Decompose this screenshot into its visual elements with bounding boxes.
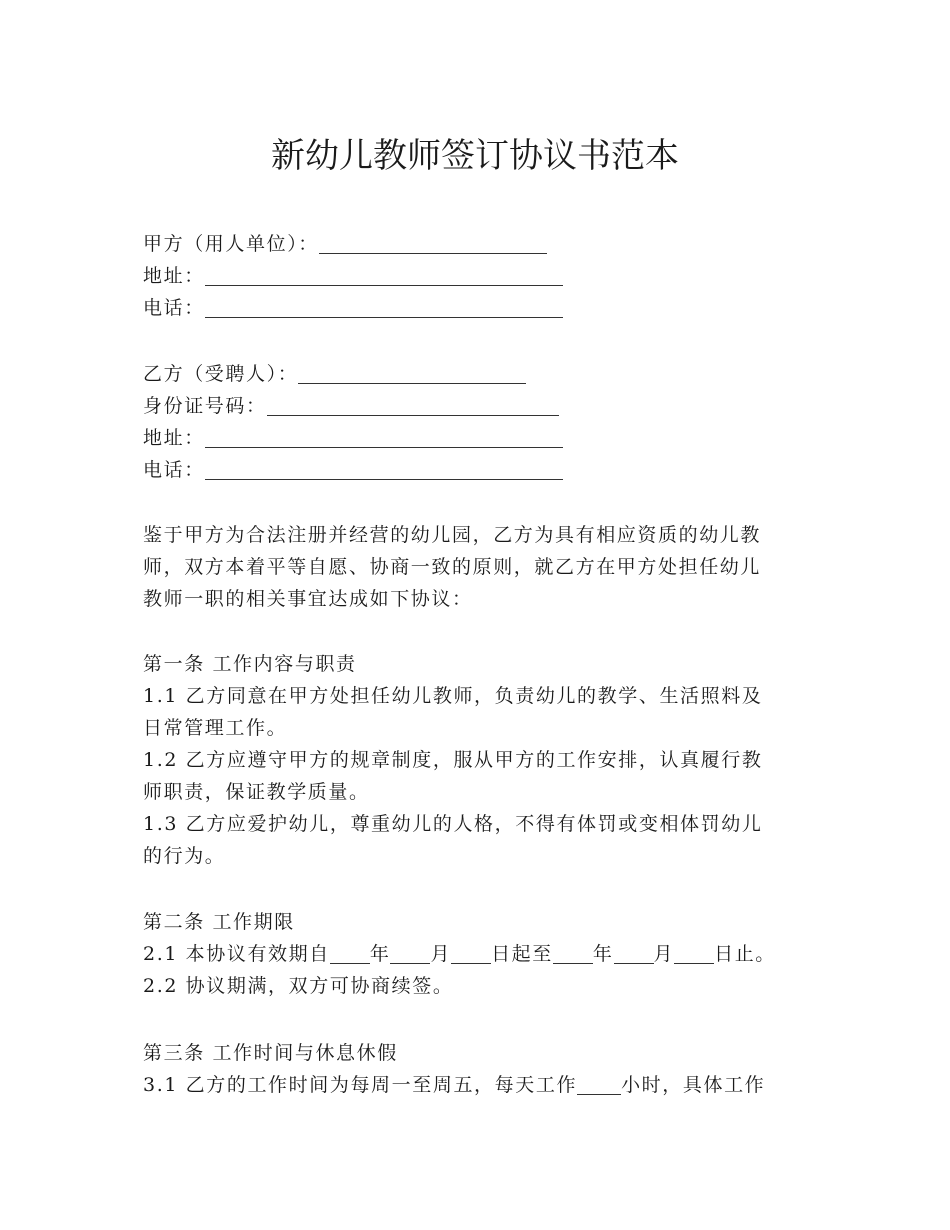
article-1-line: 的行为。: [143, 845, 226, 867]
preamble-paragraph: [143, 519, 843, 615]
article-1: [143, 648, 843, 872]
start-year-blank: [330, 941, 370, 964]
article-2-heading: 第二条 工作期限: [143, 911, 295, 933]
article-1-line: 1.3 乙方应爱护幼儿，尊重幼儿的人格，不得有体罚或变相体罚幼儿: [143, 813, 763, 835]
article-1-line: 师职责，保证教学质量。: [143, 781, 370, 803]
article-1-line: 1.2 乙方应遵守甲方的规章制度，服从甲方的工作安排，认真履行教: [143, 749, 763, 771]
article-3-heading: 第三条 工作时间与休息休假: [143, 1042, 398, 1064]
party-a-address-blank: [205, 263, 563, 286]
end-day-blank: [674, 941, 714, 964]
hours-prefix: 3.1 乙方的工作时间为每周一至周五，每天工作: [143, 1074, 578, 1096]
party-b-name-label: 乙方（受聘人）：: [143, 363, 299, 385]
document-title: 新幼儿教师签订协议书范本: [271, 136, 679, 176]
party-b-name-blank: [298, 361, 526, 384]
year-label: 年: [592, 943, 614, 965]
end-year-blank: [553, 941, 593, 964]
day-end-label: 日止。: [714, 943, 776, 965]
party-a-phone-line: [143, 292, 843, 324]
party-a-address-label: 地址：: [143, 265, 205, 287]
party-b-id-label: 身份证号码：: [143, 395, 267, 417]
article-2: [143, 906, 863, 1002]
preamble-line: 鉴于甲方为合法注册并经营的幼儿园，乙方为具有相应资质的幼儿教: [143, 524, 762, 546]
hours-blank: [577, 1072, 621, 1095]
party-a-address-line: [143, 260, 843, 292]
preamble-line: 师，双方本着平等自愿、协商一致的原则，就乙方在甲方处担任幼儿: [143, 556, 762, 578]
party-a-phone-blank: [205, 295, 563, 318]
article-1-heading: 第一条 工作内容与职责: [143, 653, 357, 675]
party-b-name-line: [143, 358, 843, 390]
party-a-phone-label: 电话：: [143, 297, 205, 319]
article-1-line: 日常管理工作。: [143, 717, 288, 739]
party-b-address-label: 地址：: [143, 427, 205, 449]
party-a-section: [143, 228, 843, 324]
article-1-line: 1.1 乙方同意在甲方处担任幼儿教师，负责幼儿的教学、生活照料及: [143, 685, 763, 707]
article-2-renew-line: 2.2 协议期满，双方可协商续签。: [143, 975, 454, 997]
hours-suffix: 小时，具体工作: [621, 1074, 766, 1096]
party-b-address-blank: [205, 425, 563, 448]
party-b-phone-line: [143, 454, 843, 486]
party-b-address-line: [143, 422, 843, 454]
party-b-phone-blank: [205, 457, 563, 480]
article-3: [143, 1037, 843, 1101]
day-from-label: 日起至: [491, 943, 553, 965]
term-prefix: 2.1 本协议有效期自: [143, 943, 330, 965]
party-b-id-line: [143, 390, 843, 422]
party-b-phone-label: 电话：: [143, 459, 205, 481]
month-label: 月: [430, 943, 452, 965]
party-b-section: [143, 358, 843, 486]
party-a-name-blank: [319, 231, 547, 254]
party-a-name-line: [143, 228, 843, 260]
party-b-id-blank: [267, 393, 559, 416]
article-2-term-line: [143, 938, 863, 970]
preamble-line: 教师一职的相关事宜达成如下协议：: [143, 588, 473, 610]
month-label: 月: [653, 943, 675, 965]
start-month-blank: [390, 941, 430, 964]
year-label: 年: [369, 943, 391, 965]
start-day-blank: [451, 941, 491, 964]
article-3-hours-line: [143, 1069, 843, 1101]
party-a-name-label: 甲方（用人单位）：: [143, 233, 319, 255]
end-month-blank: [614, 941, 654, 964]
